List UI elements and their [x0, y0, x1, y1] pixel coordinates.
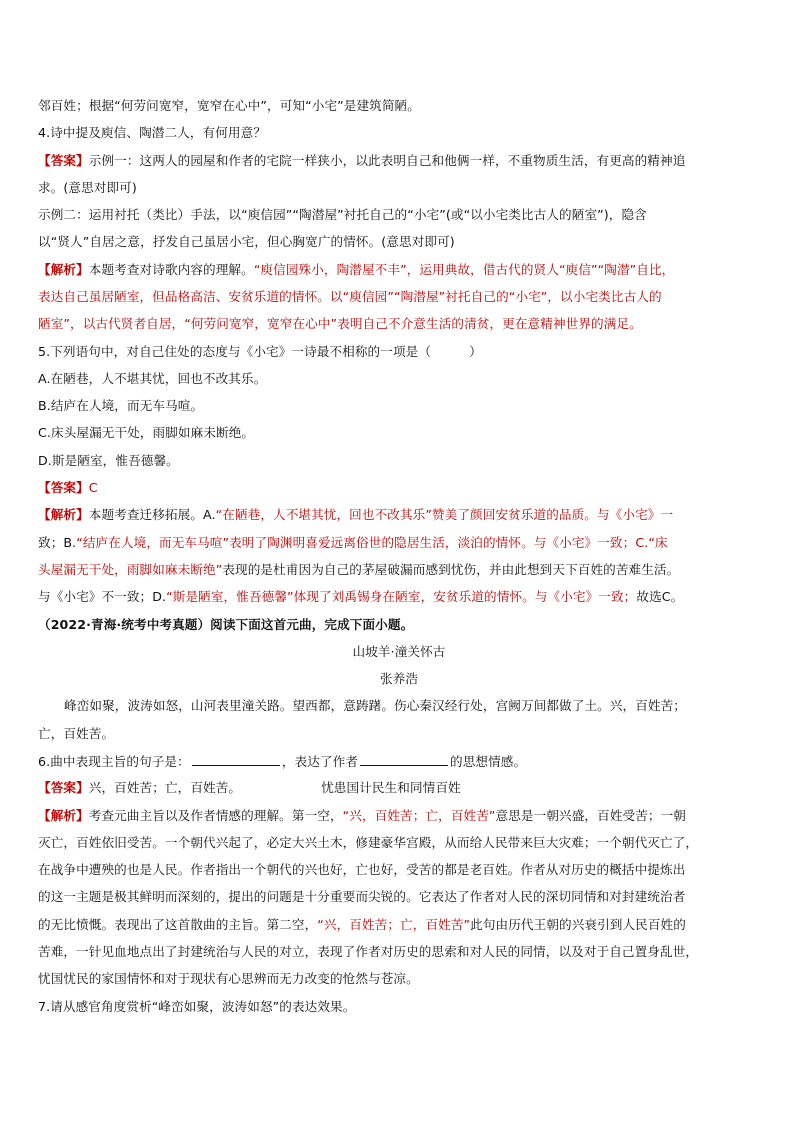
text-line: 致；B.“结庐在人境，而无车马喧”表明了陶渊明喜爱远离俗世的隐居生活，淡泊的情怀。与《小宅》一致；C.“床 [38, 535, 668, 550]
text-line: 头屋漏无干处，雨脚如麻未断绝”表现的是杜甫因为自己的茅屋破漏而感到忧伤，并由此想到天下百姓的苦难生活。 [38, 562, 680, 577]
poem-body: 峰峦如聚，波涛如怒，山河表里潼关路。望西都，意踌躇。伤心秦汉经行处，宫阙万间都做了土。兴，百姓苦； [64, 698, 686, 713]
answer-tag: 【答案】 [38, 780, 89, 795]
text-line: 表达自己虽居陋室，但品格高洁、安贫乐道的情怀。以“庾信园”“陶潜屋”衬托自己的“小宅”，以小宅类比古人的 [38, 289, 662, 304]
text-line: 求。(意思对即可) [38, 180, 137, 195]
answer-line: 【答案】兴，百姓苦；亡，百姓苦。 忧患国计民生和同情百姓 [38, 780, 461, 795]
text-line: 示例二：运用衬托（类比）手法，以“庾信园”“陶潜屋”衬托自己的“小宅”(或“以小宅类比古人的陋室”)，隐含 [38, 207, 647, 222]
analysis-tag: 【解析】 [38, 507, 89, 522]
option-c: C.床头屋漏无干处，雨脚如麻未断绝。 [38, 425, 255, 440]
option-a: A.在陋巷，人不堪其忧，回也不改其乐。 [38, 371, 267, 386]
text-line: 以“贤人”自居之意，抒发自己虽居小宅，但心胸宽广的情怀。(意思对即可) [38, 234, 455, 249]
option-d: D.斯是陋室，惟吾德馨。 [38, 453, 179, 468]
answer-line: 【答案】C [38, 480, 98, 495]
analysis-line: 【解析】考查元曲主旨以及作者情感的理解。第一空，“兴，百姓苦；亡，百姓苦”意思是一朝兴盛，百姓受苦；一朝 [38, 808, 686, 823]
question-5: 5.下列语句中，对自己住处的态度与《小宅》一诗最不相称的一项是（ ） [38, 344, 482, 359]
text-line: 苦难，一针见血地点出了封建统治与人民的对立，表现了作者对历史的思索和对人民的同情，以及对于自己置身乱世， [38, 944, 699, 959]
text-line: 邻百姓；根据“何劳问宽窄，宽窄在心中”，可知“小宅”是建筑简陋。 [38, 98, 420, 113]
text-line: 在战争中遭殃的也是人民。作者指出一个朝代的兴也好，亡也好，受苦的都是老百姓。作者从对历史的概括中提炼出 [38, 862, 686, 877]
text-line: 与《小宅》不一致；D.“斯是陋室，惟吾德馨”体现了刘禹锡身在陋室，安贫乐道的情怀。与《小宅》一致；故选C。 [38, 589, 684, 604]
answer-tag: 【答案】 [38, 153, 89, 168]
question-4: 4.诗中提及庾信、陶潜二人，有何用意？ [38, 125, 267, 140]
analysis-tag: 【解析】 [38, 262, 89, 277]
poem-body: 亡，百姓苦。 [38, 726, 115, 741]
analysis-line: 【解析】本题考查对诗歌内容的理解。“庾信园殊小，陶潜屋不丰”，运用典故，借古代的贤人“庾信”“陶潜”自比， [38, 262, 675, 277]
section-header: （2022·青海·统考中考真题）阅读下面这首元曲，完成下面小题。 [38, 617, 414, 632]
poem-title: 山坡羊·潼关怀古 [352, 644, 446, 659]
answer-tag: 【答案】 [38, 480, 89, 495]
answer-blank-2[interactable] [360, 752, 448, 766]
analysis-tag: 【解析】 [38, 808, 89, 823]
analysis-line: 【解析】本题考查迁移拓展。A.“在陋巷，人不堪其忧，回也不改其乐”赞美了颜回安贫乐道的品质。与《小宅》一 [38, 507, 674, 522]
text-line: 的无比愤慨。表现出了这首散曲的主旨。第二空，“兴，百姓苦；亡，百姓苦”此句由历代王朝的兴衰引到人民百姓的 [38, 917, 686, 932]
text-line: 灭亡，百姓依旧受苦。一个朝代兴起了，必定大兴土木，修建豪华宫殿，从而给人民带来巨大灾难；一个朝代灭亡了， [38, 835, 699, 850]
question-6: 6.曲中表现主旨的句子是： ，表达了作者 的思想情感。 [38, 754, 527, 769]
text-line: 忧国忧民的家国情怀和对于现状有心思辨而无力改变的怆然与苍凉。 [38, 971, 419, 986]
answer-line: 【答案】示例一：这两人的园屋和作者的宅院一样狭小，以此表明自己和他俩一样，不重物质生活，有更高的精神追 [38, 153, 686, 168]
option-b: B.结庐在人境，而无车马喧。 [38, 398, 204, 413]
text-line: 的这一主题是极其鲜明而深刻的，提出的问题是十分重要而尖锐的。它表达了作者对人民的深切同情和对封建统治者 [38, 889, 686, 904]
answer-blank-1[interactable] [192, 752, 280, 766]
poem-author: 张养浩 [379, 671, 419, 686]
text-line: 陋室”，以古代贤者自居，“何劳问宽窄，宽窄在心中”表明自己不介意生活的清贫，更在意精神世界的满足。 [38, 316, 642, 331]
question-7: 7.请从感官角度赏析“峰峦如聚，波涛如怒”的表达效果。 [38, 999, 356, 1014]
